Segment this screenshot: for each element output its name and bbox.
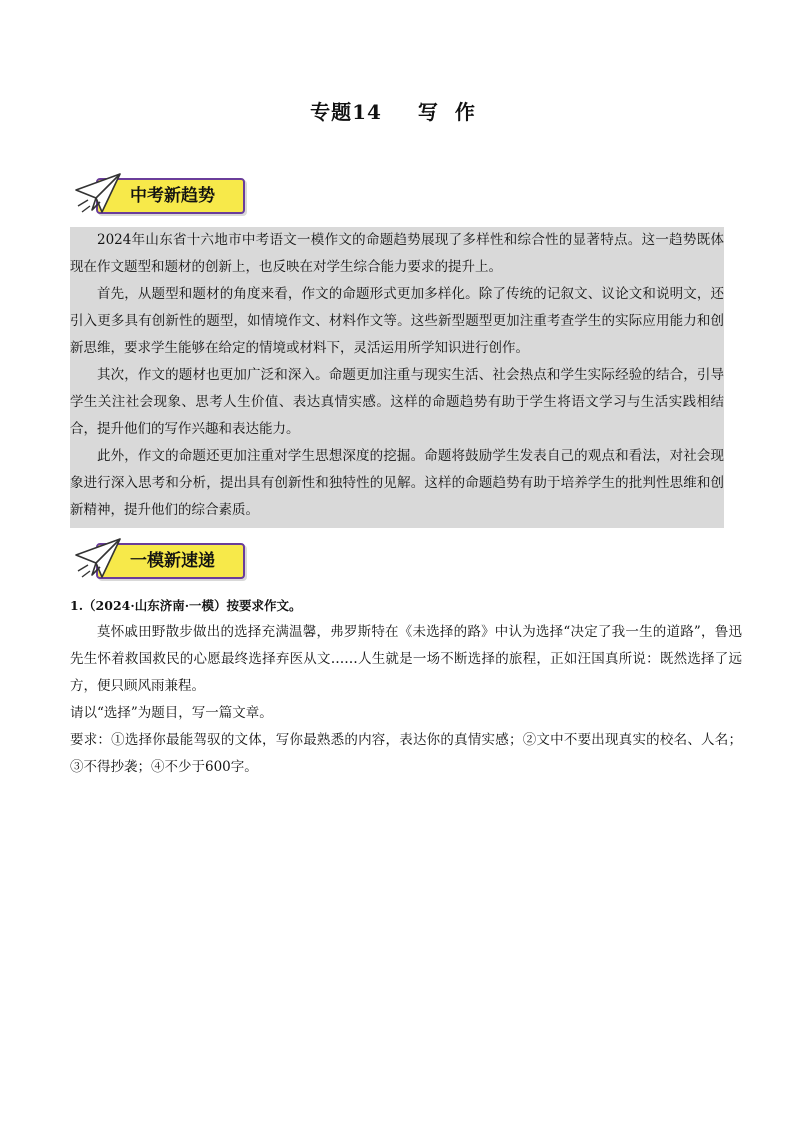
question-material: 莫怀戚田野散步做出的选择充满温馨，弗罗斯特在《未选择的路》中认为选择“决定了我一生的道路”，鲁迅先生怀着救国救民的心愿最终选择弃医从文……人生就是一场不断选择的旅程，正如汪国真所说：既然选择了远方，便只顾风雨兼程。 bbox=[70, 624, 742, 694]
section-label-trend: 中考新趋势 bbox=[96, 178, 245, 214]
section-banner-trend bbox=[74, 172, 274, 216]
question-requirements: 要求：①选择你最能驾驭的文体，写你最熟悉的内容，表达你的真情实感；②文中不要出现真实的校名、人名；③不得抄袭；④不少于600字。 bbox=[70, 732, 742, 775]
title-prefix: 专题 bbox=[310, 100, 353, 124]
trend-paragraph: 2024年山东省十六地市中考语文一模作文的命题趋势展现了多样性和综合性的显著特点。这一趋势既体现在作文题型和题材的创新上，也反映在对学生综合能力要求的提升上。 bbox=[70, 232, 724, 275]
question-prompt: 请以“选择”为题目，写一篇文章。 bbox=[70, 705, 273, 721]
title-word-2: 作 bbox=[454, 100, 476, 124]
trend-highlight-box bbox=[70, 227, 724, 528]
section-label-mock: 一模新速递 bbox=[96, 543, 245, 579]
title-number: 14 bbox=[352, 100, 382, 124]
paper-plane-icon bbox=[74, 172, 124, 216]
question-heading: 1.（2024·山东济南·一模）按要求作文。 bbox=[70, 598, 302, 613]
question-block bbox=[70, 592, 742, 781]
paper-plane-icon bbox=[74, 537, 124, 581]
trend-paragraph: 此外，作文的命题还更加注重对学生思想深度的挖掘。命题将鼓励学生发表自己的观点和看法，对社会现象进行深入思考和分析，提出具有创新性和独特性的见解。这样的命题趋势有助于培养学生的批判性思维和创新精神，提升他们的综合素质。 bbox=[70, 448, 724, 518]
section-banner-mock bbox=[74, 537, 274, 581]
title-word-1: 写 bbox=[417, 100, 439, 124]
trend-paragraph: 其次，作文的题材也更加广泛和深入。命题更加注重与现实生活、社会热点和学生实际经验的结合，引导学生关注社会现象、思考人生价值、表达真情实感。这样的命题趋势有助于学生将语文学习与生活实践相结合，提升他们的写作兴趣和表达能力。 bbox=[70, 367, 724, 437]
trend-paragraph: 首先，从题型和题材的角度来看，作文的命题形式更加多样化。除了传统的记叙文、议论文和说明文，还引入更多具有创新性的题型，如情境作文、材料作文等。这些新型题型更加注重考查学生的实际应用能力和创新思维，要求学生能够在给定的情境或材料下，灵活运用所学知识进行创作。 bbox=[70, 286, 724, 356]
page-title bbox=[0, 96, 794, 125]
